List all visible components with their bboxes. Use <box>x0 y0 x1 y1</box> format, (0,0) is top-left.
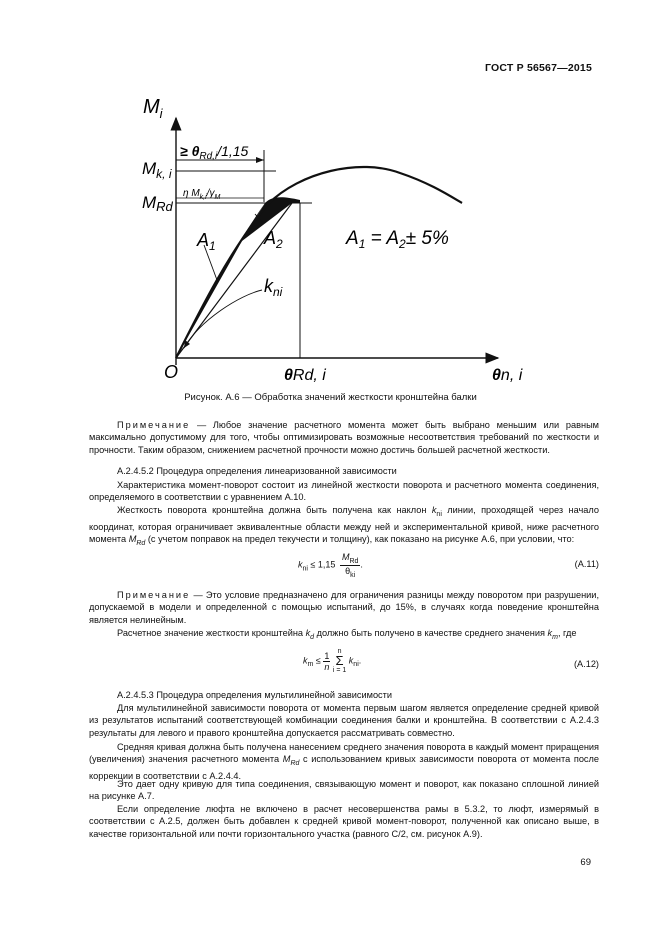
document-header: ГОСТ Р 56567—2015 <box>484 62 592 74</box>
paragraph-4: Для мультилинейной зависимости поворота от момента первым шагом является определение средней кривой из результатов испытаний соответствующей комбинации соединения балки и кронштейна. В соответствии с А.2.4.3 результаты для левого и правого кронштейна допускается рассматривать совместно. <box>89 703 599 738</box>
paragraph-5: Средняя кривая должна быть получена нанесением среднего значения поворота в каждый момент приращения (увеличения) значения расчетного момента $M_{Rd}$ с использованием кривых зависимости поворота от момента после коррекции в соответствии с А.2.4.4. <box>89 742 599 782</box>
y-axis-label: $M_i$ <box>143 96 163 121</box>
paragraph-7: Если определение люфта не включено в расчет несовершенства рамы в 5.3.2, то люфт, измерямый в соответствии с А.2.5, должен быть добавлен к средней кривой момент-поворот, полученной как описано выше, в качестве горизонтальной или почти горизонтального участка (равного С/2, см. рисунок А.9). <box>89 804 599 839</box>
note-1: Примечание — Любое значение расчетного момента может быть выбрано меньшим или равным максимально допустимому для того, чтобы оптимизировать возможные несоответствия требований по жесткости и прочности. Таким образом, снижением расчетной прочности можно достичь большей расчетной жесткости. <box>89 420 599 455</box>
theta-dimension-arrow <box>256 157 264 163</box>
figure-caption: Рисунок. А.6 — Обработка значений жесткости кронштейна балки <box>184 392 477 403</box>
theta-limit-label: ≥ $\theta_{Rd,i}/1,15$ <box>180 143 249 162</box>
figure-a6 <box>0 0 661 390</box>
equation-a11: $k_{ni} \le 1,15$ $M_{Rd}$ $\theta_{ki}$ . <box>298 552 363 579</box>
equation-a12-number: (А.12) <box>573 659 599 669</box>
area-equality-label: $A_1 = A_2\pm 5\%$ <box>346 228 449 251</box>
theta-rd-label: θRd, i <box>284 367 326 384</box>
section-a24-5-2-heading: А.2.4.5.2 Процедура определения линеаризованной зависимости <box>117 466 397 476</box>
paragraph-6: Это дает одну кривую для типа соединения, связывающую момент и поворот, как показано сплошной линией на рисунке А.7. <box>89 779 599 802</box>
note-2: Примечание — Это условие предназначено для ограничения разницы между поворотом при разрушении, допускаемой в модели и определенной с помощью испытаний, до 15%, в случаях когда поведение кронштейна является нелинейным. <box>89 590 599 625</box>
paragraph-2: Жесткость поворота кронштейна должна быть получена как наклон $k_{ni}$ линии, проходящей через начало координат, которая ограничивает эквивалентные области между ней и экспериментальной кривой, ниже расчетного момента $M_{Rd}$ (с учетом поправок на предел текучести и толщину), как показано на рисунке А.6, при условии, что: <box>89 505 599 548</box>
paragraph-3: Расчетное значение жесткости кронштейна $k_d$ должно быть получено в качестве среднего значения $k_m$, где <box>117 628 577 641</box>
equation-a11-number: (А.11) <box>574 559 599 569</box>
eta-label: η $M_{k,i}/\gamma_M$ <box>183 188 221 201</box>
page-number: 69 <box>580 857 591 868</box>
origin-label: O <box>164 362 179 382</box>
mk-label: $M_{k, i}$ <box>142 159 172 181</box>
paragraph-1: Характеристика момент-поворот состоит из линейной жесткости поворота и расчетного момента соединения, определяемого в соответствии с уравнением А.10. <box>89 480 599 503</box>
x-axis-label: θn, i <box>492 367 523 384</box>
equation-a12: $k_m$ ≤ $\frac{1}{n}$ n Σ i = 1 $k_{ni}$. <box>303 648 362 674</box>
a2-label: $A_2$ <box>264 228 283 251</box>
a1-label: $A_1$ <box>197 230 216 253</box>
kni-label: $k_{ni}$ <box>264 276 283 299</box>
section-a24-5-3-heading: А.2.4.5.3 Процедура определения мультилинейной зависимости <box>117 690 392 700</box>
mrd-label: MRd <box>142 193 173 214</box>
